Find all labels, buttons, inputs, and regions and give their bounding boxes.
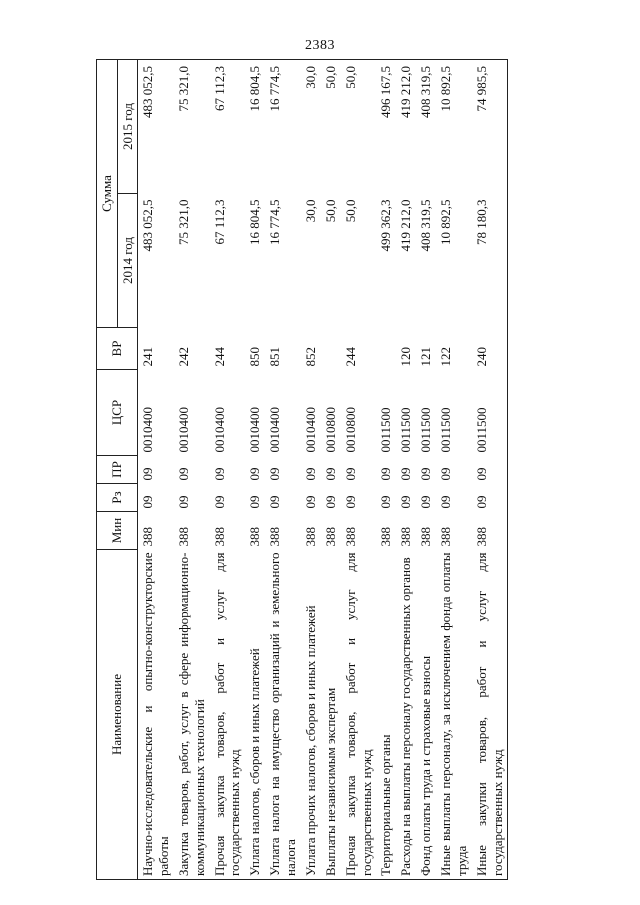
table-body bbox=[138, 60, 508, 880]
row-vr: 244 bbox=[211, 347, 227, 367]
row-pr: 09 bbox=[322, 467, 338, 481]
row-vr: 240 bbox=[472, 328, 508, 370]
row-pr: 09 bbox=[398, 467, 414, 481]
row-sum-2015: 50,0 bbox=[341, 60, 377, 194]
row-pr: 09 bbox=[247, 467, 263, 481]
page-number: 2383 bbox=[305, 38, 335, 53]
row-sum-2015: 75 321,0 bbox=[174, 60, 210, 194]
row-vr bbox=[321, 328, 341, 370]
header-sum: Сумма bbox=[97, 60, 118, 328]
row-csr: 0011500 bbox=[472, 370, 508, 456]
row-sum-2014: 483 052,5 bbox=[140, 199, 156, 252]
row-min: 388 bbox=[302, 527, 318, 547]
row-name: Выплаты независимым экспертам bbox=[321, 550, 341, 880]
row-min: 388 bbox=[418, 527, 434, 547]
row-name: Иные выплаты персоналу, за исключением фонда оплаты труда bbox=[436, 550, 472, 880]
row-rz: 09 bbox=[322, 495, 338, 509]
row-csr: 0010400 bbox=[267, 407, 283, 453]
row-pr: 09 bbox=[140, 467, 156, 481]
row-sum-2014: 67 112,3 bbox=[211, 199, 227, 245]
budget-table bbox=[96, 59, 508, 880]
row-vr: 851 bbox=[267, 347, 283, 367]
row-min: 388 bbox=[247, 527, 263, 547]
row-vr: 852 bbox=[302, 347, 318, 367]
row-rz: 09 bbox=[418, 495, 434, 509]
row-vr: 122 bbox=[437, 347, 453, 367]
row-sum-2014: 499 362,3 bbox=[378, 199, 394, 252]
row-name: Уплата налога на имущество организаций и земельного налога bbox=[265, 550, 301, 880]
row-sum-2015: 16 804,5 bbox=[245, 60, 265, 194]
row-csr: 0011500 bbox=[418, 407, 434, 453]
row-name: Иные закупки товаров, работ и услуг для государственных нужд bbox=[472, 550, 508, 880]
row-rz: 09 bbox=[267, 495, 283, 509]
row-csr: 0010400 bbox=[302, 407, 318, 453]
row-min: 388 bbox=[211, 527, 227, 547]
row-sum-2014: 50,0 bbox=[342, 199, 358, 223]
row-csr: 0010800 bbox=[342, 407, 358, 453]
header-name: Наименование bbox=[97, 550, 138, 880]
row-rz: 09 bbox=[342, 495, 358, 509]
table-row bbox=[245, 60, 265, 880]
row-csr: 0010400 bbox=[211, 407, 227, 453]
table-row bbox=[416, 60, 436, 880]
row-name: Научно-исследовательские и опытно-конструкторские работы bbox=[138, 550, 174, 880]
table-row bbox=[472, 60, 508, 880]
row-sum-2014: 30,0 bbox=[302, 199, 318, 223]
row-rz: 09 bbox=[175, 495, 191, 509]
table-row bbox=[436, 60, 472, 880]
row-sum-2015: 67 112,3 bbox=[210, 60, 246, 194]
row-vr: 850 bbox=[247, 347, 263, 367]
row-sum-2014: 78 180,3 bbox=[472, 194, 508, 328]
row-sum-2014: 16 774,5 bbox=[267, 199, 283, 245]
row-rz: 09 bbox=[302, 495, 318, 509]
row-vr bbox=[376, 328, 396, 370]
row-vr: 241 bbox=[140, 347, 156, 367]
row-rz: 09 bbox=[247, 495, 263, 509]
row-sum-2015: 10 892,5 bbox=[436, 60, 472, 194]
row-vr: 244 bbox=[342, 347, 358, 367]
row-sum-2014: 408 319,5 bbox=[418, 199, 434, 252]
table-row bbox=[376, 60, 396, 880]
table-row bbox=[341, 60, 377, 880]
row-csr: 0010800 bbox=[322, 407, 338, 453]
row-pr: 09 bbox=[267, 467, 283, 481]
table-row bbox=[210, 60, 246, 880]
row-pr: 09 bbox=[472, 456, 508, 484]
row-rz: 09 bbox=[378, 495, 394, 509]
row-min: 388 bbox=[437, 527, 453, 547]
row-sum-2015: 408 319,5 bbox=[416, 60, 436, 194]
row-rz: 09 bbox=[140, 495, 156, 509]
row-name: Уплата прочих налогов, сборов и иных платежей bbox=[301, 550, 321, 880]
row-pr: 09 bbox=[175, 467, 191, 481]
row-vr: 242 bbox=[175, 347, 191, 367]
row-name: Территориальные органы bbox=[376, 550, 396, 880]
row-rz: 09 bbox=[211, 495, 227, 509]
table-row bbox=[138, 60, 174, 880]
row-csr: 0010400 bbox=[140, 407, 156, 453]
row-name: Прочая закупка товаров, работ и услуг для государственных нужд bbox=[210, 550, 246, 880]
row-pr: 09 bbox=[378, 467, 394, 481]
row-name: Фонд оплаты труда и страховые взносы bbox=[416, 550, 436, 880]
row-sum-2015: 30,0 bbox=[301, 60, 321, 194]
row-pr: 09 bbox=[437, 467, 453, 481]
row-sum-2014: 75 321,0 bbox=[175, 199, 191, 245]
row-sum-2015: 419 212,0 bbox=[396, 60, 416, 194]
row-sum-2015: 74 985,5 bbox=[472, 60, 508, 194]
row-min: 388 bbox=[378, 527, 394, 547]
table-row bbox=[321, 60, 341, 880]
row-sum-2014: 10 892,5 bbox=[437, 199, 453, 245]
header-rz: Рз bbox=[97, 484, 138, 512]
header-vr: ВР bbox=[97, 328, 138, 370]
row-name: Расходы на выплаты персоналу государственных органов bbox=[396, 550, 416, 880]
row-min: 388 bbox=[472, 512, 508, 550]
row-pr: 09 bbox=[342, 467, 358, 481]
row-name: Закупка товаров, работ, услуг в сфере информационно-коммуникационных технологий bbox=[174, 550, 210, 880]
row-min: 388 bbox=[267, 527, 283, 547]
header-2015: 2015 год bbox=[117, 60, 138, 194]
header-2014: 2014 год bbox=[117, 194, 138, 328]
row-rz: 09 bbox=[472, 484, 508, 512]
row-vr: 120 bbox=[398, 347, 414, 367]
row-min: 388 bbox=[342, 527, 358, 547]
row-min: 388 bbox=[322, 527, 338, 547]
table-row bbox=[265, 60, 301, 880]
budget-table-rotated bbox=[96, 60, 590, 880]
header-csr: ЦСР bbox=[97, 370, 138, 456]
row-csr: 0010400 bbox=[247, 407, 263, 453]
row-sum-2014: 419 212,0 bbox=[398, 199, 414, 252]
header-min: Мин bbox=[97, 512, 138, 550]
row-sum-2015: 483 052,5 bbox=[138, 60, 174, 194]
row-csr: 0011500 bbox=[398, 407, 414, 453]
row-sum-2015: 16 774,5 bbox=[265, 60, 301, 194]
row-min: 388 bbox=[140, 527, 156, 547]
table-row bbox=[301, 60, 321, 880]
row-csr: 0011500 bbox=[437, 407, 453, 453]
row-csr: 0010400 bbox=[175, 407, 191, 453]
row-name: Уплата налогов, сборов и иных платежей bbox=[245, 550, 265, 880]
table-row bbox=[174, 60, 210, 880]
row-sum-2015: 496 167,5 bbox=[376, 60, 396, 194]
row-pr: 09 bbox=[418, 467, 434, 481]
row-rz: 09 bbox=[398, 495, 414, 509]
row-rz: 09 bbox=[437, 495, 453, 509]
row-csr: 0011500 bbox=[378, 407, 394, 453]
row-pr: 09 bbox=[211, 467, 227, 481]
row-pr: 09 bbox=[302, 467, 318, 481]
row-sum-2014: 16 804,5 bbox=[247, 199, 263, 245]
row-vr: 121 bbox=[418, 347, 434, 367]
row-name: Прочая закупка товаров, работ и услуг для государственных нужд bbox=[341, 550, 377, 880]
row-min: 388 bbox=[175, 527, 191, 547]
row-min: 388 bbox=[398, 527, 414, 547]
row-sum-2014: 50,0 bbox=[322, 199, 338, 223]
table-row bbox=[396, 60, 416, 880]
header-pr: ПР bbox=[97, 456, 138, 484]
row-sum-2015: 50,0 bbox=[321, 60, 341, 194]
